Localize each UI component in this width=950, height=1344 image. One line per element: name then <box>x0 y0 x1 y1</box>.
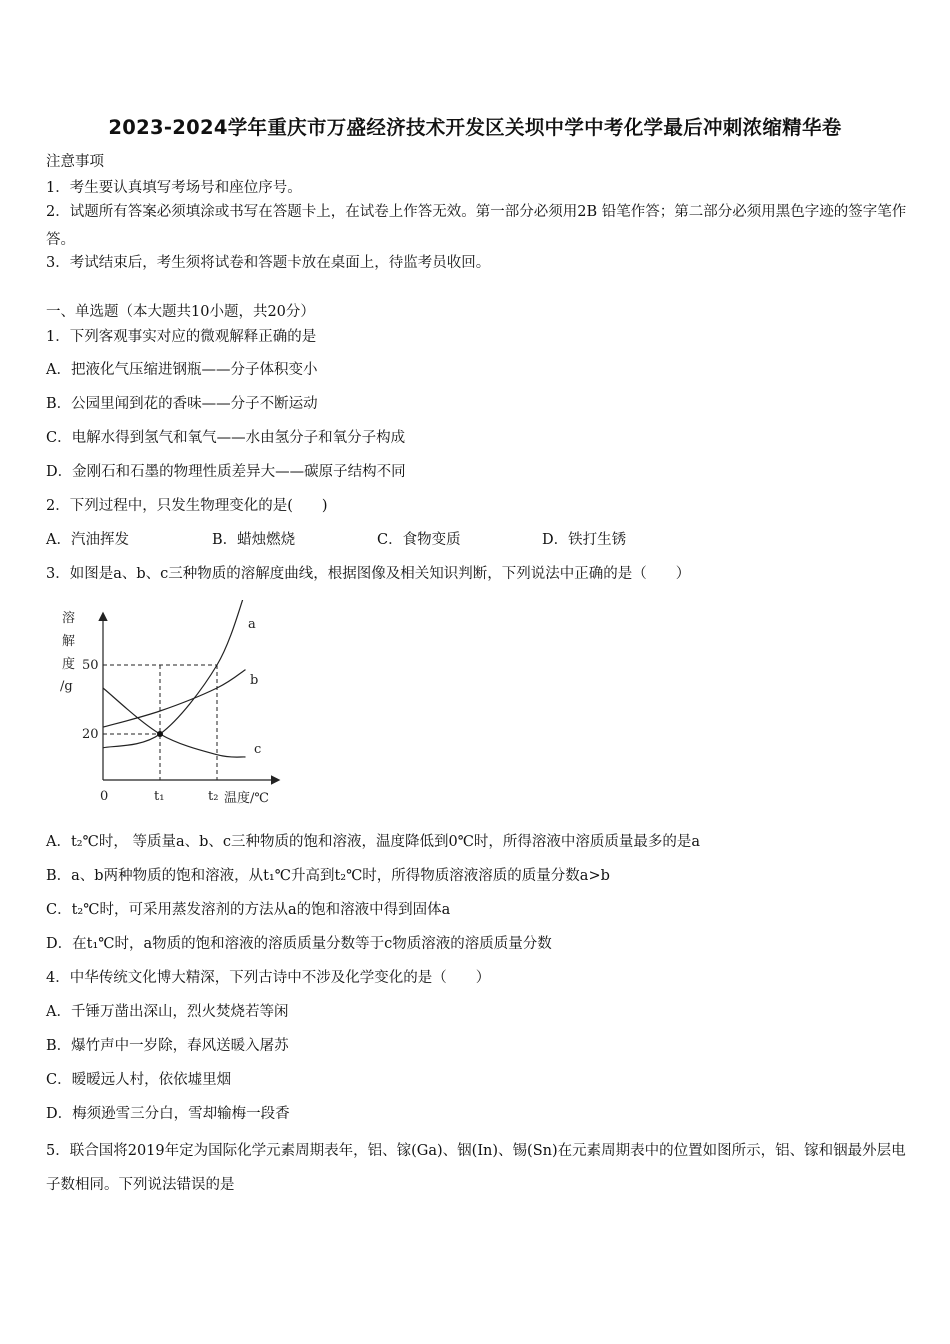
q1-option-d: D．金刚石和石墨的物理性质差异大——碳原子结构不同 <box>46 464 406 480</box>
q4-stem: 4．中华传统文化博大精深，下列古诗中不涉及化学变化的是（ ） <box>46 970 491 986</box>
x-tick-t1: t₁ <box>154 789 165 804</box>
q1-option-c: C．电解水得到氢气和氧气——水由氢分子和氧分子构成 <box>46 430 406 446</box>
solubility-chart <box>50 600 290 815</box>
q1-stem: 1．下列客观事实对应的微观解释正确的是 <box>46 329 317 345</box>
notice-item-3: 3．考试结束后，考生须将试卷和答题卡放在桌面上，待监考员收回。 <box>46 255 491 271</box>
y-label-1: 溶 <box>62 611 76 626</box>
q2-stem: 2．下列过程中，只发生物理变化的是( ) <box>46 498 328 514</box>
curve-b <box>103 670 246 728</box>
series-label-a: a <box>248 617 256 632</box>
q3-option-d: D．在t₁℃时，a物质的饱和溶液的溶质质量分数等于c物质溶液的溶质质量分数 <box>46 936 552 952</box>
q1-option-a: A．把液化气压缩进钢瓶——分子体积变小 <box>46 362 318 378</box>
y-label-4: /g <box>60 679 73 694</box>
x-tick-t2: t₂ <box>208 789 219 804</box>
q3-option-b: B．a、b两种物质的饱和溶液，从t₁℃升高到t₂℃时，所得物质溶液溶质的质量分数a>b <box>46 868 610 884</box>
section-heading: 一、单选题（本大题共10小题，共20分） <box>46 304 315 320</box>
curve-a <box>103 600 246 748</box>
q4-option-c: C．暧暧远人村，依依墟里烟 <box>46 1072 232 1088</box>
series-label-c: c <box>254 742 262 757</box>
q4-option-b: B．爆竹声中一岁除，春风送暖入屠苏 <box>46 1038 289 1054</box>
q1-option-b: B．公园里闻到花的香味——分子不断运动 <box>46 396 318 412</box>
curve-c <box>103 688 246 757</box>
series-label-b: b <box>250 673 259 688</box>
q4-option-d: D．梅须逊雪三分白，雪却输梅一段香 <box>46 1106 290 1122</box>
y-label-2: 解 <box>62 634 76 649</box>
q3-stem: 3．如图是a、b、c三种物质的溶解度曲线，根据图像及相关知识判断，下列说法中正确的是（ ） <box>46 566 691 582</box>
q4-option-a: A．千锤万凿出深山，烈火焚烧若等闲 <box>46 1004 289 1020</box>
q3-option-c: C．t₂℃时，可采用蒸发溶剂的方法从a的饱和溶液中得到固体a <box>46 902 451 918</box>
x-origin-label: 0 <box>100 789 109 804</box>
q5-stem: 5．联合国将2019年定为国际化学元素周期表年，铝、镓(Ga)、铟(In)、锡(Sn)在元素周期表中的位置如图所示，铝、镓和铟最外层电子数相同。下列说法错误的是 <box>46 1143 906 1193</box>
y-tick-20: 20 <box>82 727 99 742</box>
y-tick-50: 50 <box>82 658 99 673</box>
q2-option-c: C．食物变质 <box>377 532 461 548</box>
q2-option-b: B．蜡烛燃烧 <box>212 532 296 548</box>
notice-item-2: 2．试题所有答案必须填涂或书写在答题卡上，在试卷上作答无效。第一部分必须用2B 铅笔作答；第二部分必须用黑色字迹的签字笔作答。 <box>46 204 907 248</box>
notice-heading: 注意事项 <box>46 154 104 170</box>
q3-option-a: A．t₂℃时， 等质量a、b、c三种物质的饱和溶液，温度降低到0℃时，所得溶液中溶质质量最多的是a <box>46 834 701 850</box>
x-axis-label: 温度/℃ <box>224 791 269 806</box>
q2-option-d: D．铁打生锈 <box>542 532 627 548</box>
y-label-3: 度 <box>62 657 76 672</box>
q2-option-a: A．汽油挥发 <box>46 532 129 548</box>
page-title: 2023-2024学年重庆市万盛经济技术开发区关坝中学中考化学最后冲刺浓缩精华卷 <box>108 116 842 139</box>
notice-item-1: 1．考生要认真填写考场号和座位序号。 <box>46 180 302 196</box>
intersection-point <box>157 731 163 737</box>
